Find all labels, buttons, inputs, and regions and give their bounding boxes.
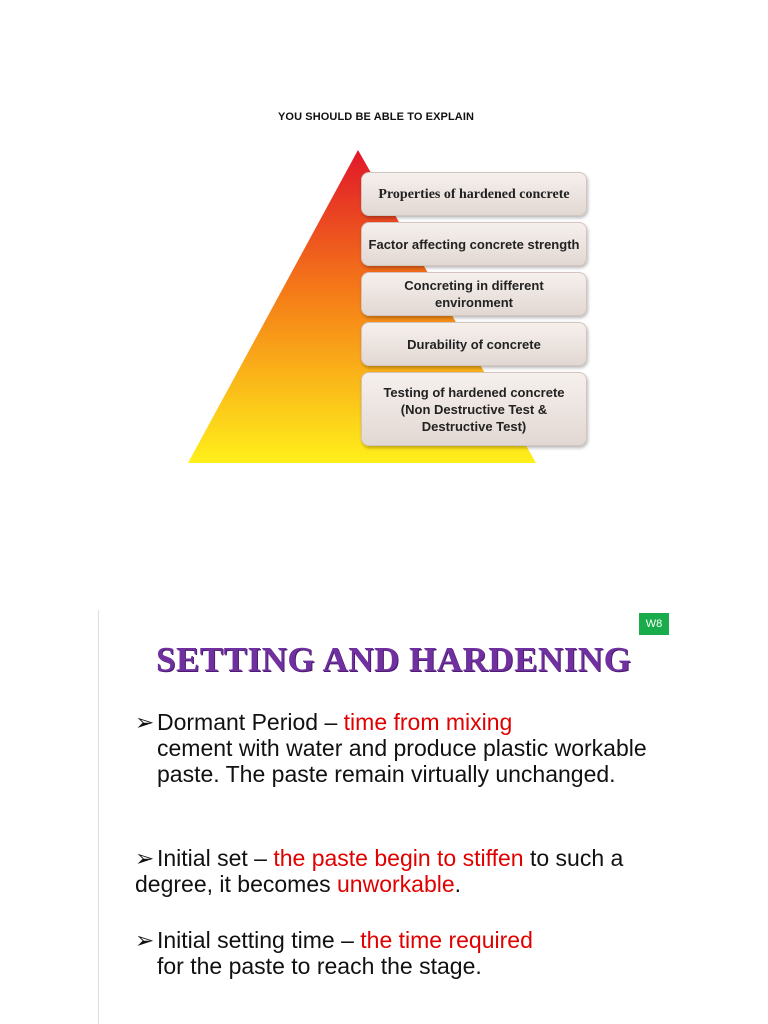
bullet-text: for the paste to reach the stage.: [157, 953, 482, 979]
section-heading: YOU SHOULD BE ABLE TO EXPLAIN: [277, 111, 475, 123]
bullet-text: cement with water and produce plastic workable paste. The paste remain virtually unchanged.: [157, 735, 647, 787]
pyramid-item-durability: Durability of concrete: [361, 322, 587, 366]
bullet-initial-setting-time: [135, 927, 655, 979]
pyramid-item-properties: Properties of hardened concrete: [361, 172, 587, 216]
arrow-bullet-icon: ➢: [135, 927, 155, 953]
bullet-term: Initial set: [157, 845, 248, 871]
week-badge: W8: [639, 613, 669, 635]
bullet-highlight: the time required: [360, 927, 533, 953]
bullet-dash: –: [334, 927, 361, 953]
bullet-dash: –: [247, 845, 274, 871]
bullet-dash: –: [318, 709, 344, 735]
slide-left-edge: [98, 610, 99, 1024]
bullet-text: to such a degree, it becomes: [135, 845, 624, 897]
arrow-bullet-icon: ➢: [135, 845, 155, 871]
bullet-highlight-2: unworkable: [337, 871, 455, 897]
pyramid-item-testing: Testing of hardened concrete (Non Destructive Test & Destructive Test): [361, 372, 587, 446]
bullet-initial-set: [135, 845, 655, 897]
bullet-term: Dormant Period: [157, 709, 319, 735]
pyramid-item-factors: Factor affecting concrete strength: [361, 222, 587, 266]
pyramid-item-environment: Concreting in different environment: [361, 272, 587, 316]
bullet-end: .: [454, 871, 462, 897]
bullet-highlight: time from mixing: [343, 709, 513, 735]
slide-title: SETTING AND HARDENING: [156, 640, 632, 679]
bullet-highlight: the paste begin to stiffen: [273, 845, 524, 871]
arrow-bullet-icon: ➢: [135, 709, 155, 735]
bullet-dormant-period: [135, 709, 655, 787]
bullet-term: Initial setting time: [157, 927, 335, 953]
